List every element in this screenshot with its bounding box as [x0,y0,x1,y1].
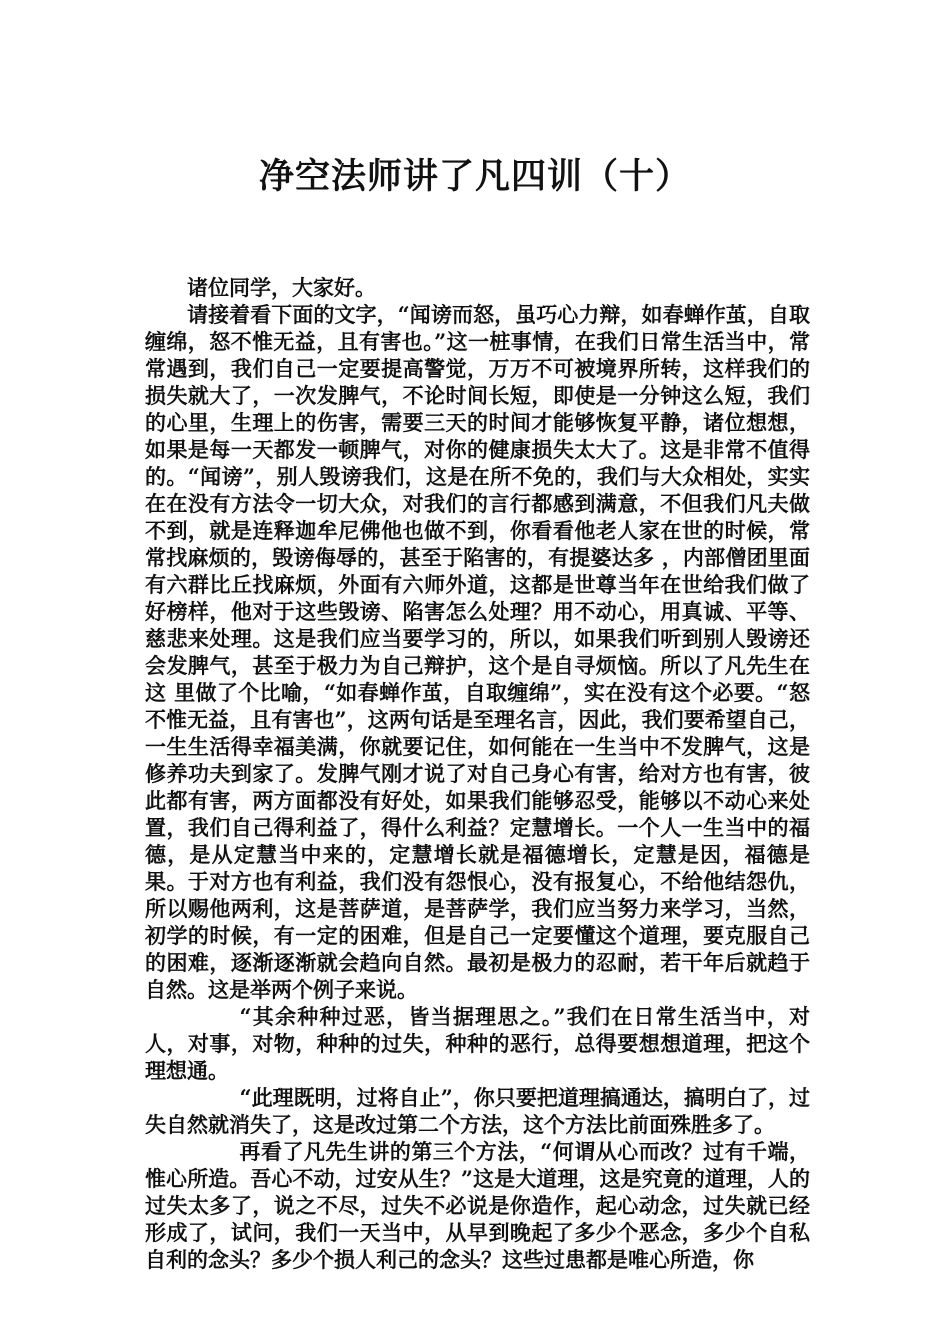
paragraph-greeting: 诸位同学，大家好。 [187,275,376,300]
document-title: 净空法师讲了凡四训（十） [258,156,691,197]
paragraph-reason-understood: “此理既明，过将自止”，你只要把道理搞通达，搞明白了，过失自然就消失了，这是改过第二个方法，这个方法比前面殊胜多了。 [145,1085,810,1137]
document-body [145,274,810,1273]
paragraph-third-method: 再看了凡先生讲的第三个方法，“何谓从心而改？过有千端，惟心所造。吾心不动，过安从生？”这是大道理，这是究竟的道理，人的过失太多了，说之不尽，过失不必说是你造作，起心动念，过失就已经形成了，试问，我们一天当中，从早到晚起了多少个恶念，多少个自私自利的念头？多少个损人利己的念头？这些过患都是唯心所造，你 [145,1139,810,1272]
paragraph-reason-other-faults: “其余种种过恶，皆当据理思之。”我们在日常生活当中，对人，对事，对物，种种的过失，种种的恶行，总得要想想道理，把这个理想通。 [145,1004,810,1083]
paragraph-anger-and-slander: 请接着看下面的文字，“闻谤而怒，虽巧心力辩，如春蝉作茧，自取缠绵，怒不惟无益，且有害也。”这一桩事情，在我们日常生活当中，常常遇到，我们自己一定要提高警觉，万万不可被境界所转，这样我们的损失就大了，一次发脾气，不论时间长短，即使是一分钟这么短，我们的心里，生理上的伤害，需要三天的时间才能够恢复平静，诸位想想，如果是每一天都发一顿脾气，对你的健康损失太大了。这是非常不值得的。“闻谤”，别人毁谤我们，这是在所不免的，我们与大众相处，实实在在没有方法令一切大众，对我们的言行都感到满意，不但我们凡夫做不到，就是连释迦牟尼佛他也做不到，你看看他老人家在世的时候，常常找麻烦的，毁谤侮辱的，甚至于陷害的，有提婆达多 ，内部僧团里面有六群比丘找麻烦，外面有六师外道，这都是世尊当年在世给我们做了好榜样，他对于这些毁谤、陷害怎么处理？用不动心，用真诚、平等、慈悲来处理。这是我们应当要学习的，所以，如果我们听到别人毁谤还会发脾气，甚至于极力为自己辩护，这个是自寻烦恼。所以了凡先生在这 里做了个比喻，“如春蝉作茧，自取缠绵”，实在没有这个必要。“怒不惟无益，且有害也”，这两句话是至理名言，因此，我们要希望自己，一生生活得幸福美满，你就要记住，如何能在一生当中不发脾气，这是修养功夫到家了。发脾气刚才说了对自己身心有害，给对方也有害，彼此都有害，两方面都没有好处，如果我们能够忍受，能够以不动心来处置，我们自己得利益了，得什么利益？定慧增长。一个人一生当中的福德，是从定慧当中来的，定慧增长就是福德增长，定慧是因，福德是果。于对方也有利益，我们没有怨恨心，没有报复心，不给他结怨仇，所以赐他两利，这是菩萨道，是菩萨学，我们应当努力来学习，当然，初学的时候，有一定的困难，但是自己一定要懂这个道理，要克服自己的困难，逐渐逐渐就会趋向自然。最初是极力的忍耐，若干年后就趋于自然。这是举两个例子来说。 [145,302,810,1002]
